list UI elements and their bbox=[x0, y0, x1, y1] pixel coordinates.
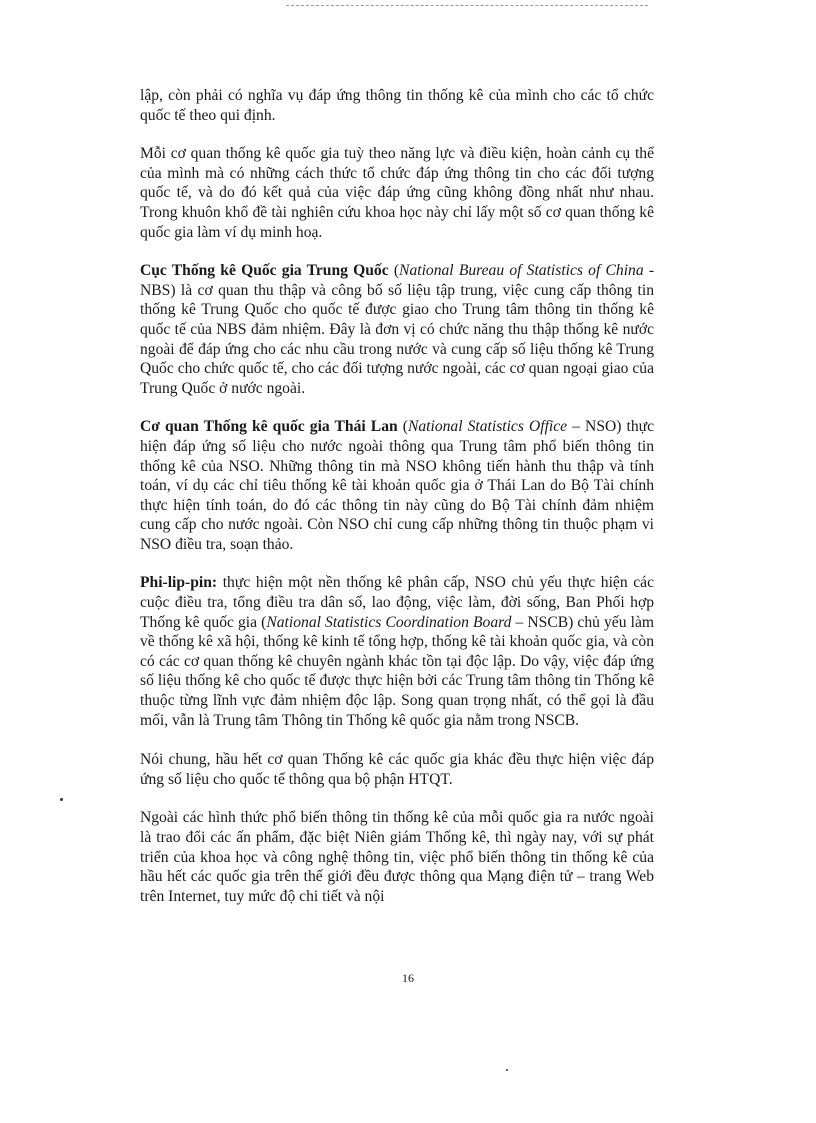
paragraph-philippines bbox=[140, 573, 654, 730]
english-name-nbs: National Bureau of Statistics of China bbox=[399, 262, 644, 280]
paragraph-thailand-nso: Cơ quan Thống kê quốc gia Thái Lan (National Statistics Office – NSO) thực hiện đáp ứng số liệu cho nước ngoài thông qua Trung tâm phổ biến thông tin thống kê của NSO. Những thông tin mà NSO không tiến hành thu thập và tính toán, ví dụ các chỉ tiêu thống kê tài khoản quốc gia ở Thái Lan do Bộ Tài chính thực hiện tính toán, do đó các thông tin này cũng do Bộ Tài chính đảm nhiệm cung cấp cho nước ngoài. Còn NSO chỉ cung cấp những thông tin thuộc phạm vi NSO điều tra, soạn thảo. bbox=[140, 418, 655, 553]
paragraph-philippines-text: NSCB) chủ yếu làm về thống kê xã hội, thống kê kinh tế tổng hợp, thống kê tài khoản quốc gia, và còn có các cơ quan thống kê chuyên ngành khác tồn tại độc lập. Do vậy, việc đáp ứng số liệu thống kê cho quốc tế được thực hiện bởi các Trung tâm thông tin Thống kê thuộc từng lĩnh vực đảm nhiệm độc lập. Song quan trọng nhất, có thể gọi là đầu mối, vẫn là Trung tâm Thông tin Thống kê quốc gia nằm trong NSCB. bbox=[140, 613, 654, 729]
paragraph-internet-dissemination: Ngoài các hình thức phổ biến thông tin thống kê của mỗi quốc gia ra nước ngoài là trao đổi các ấn phẩm, đặc biệt Niên giám Thống kê, thì ngày nay, với sự phát triển của khoa học và công nghệ thông tin, việc phổ biến thông tin thống kê của hầu hết các quốc gia trên thế giới đều được thông qua Mạng điện tử – trang Web trên Internet, tuy mức độ chi tiết và nội bbox=[140, 809, 654, 905]
document-body bbox=[140, 86, 654, 926]
scan-speck bbox=[60, 798, 63, 801]
paragraph-china-nbs-text: - NBS) là cơ quan thu thập và công bố số liệu tập trung, việc cung cấp thông tin thống kê Trung Quốc cho quốc tế được giao cho Trung tâm thông tin thống kê quốc tế của NBS đảm nhiệm. Đây là đơn vị có chức năng thu thập thống kê nước ngoài để đáp ứng cho các nhu cầu trong nước và cung cấp số liệu thống kê Trung Quốc cho chức quốc tế, cho các đối tượng nước ngoài, các cơ quan ngoại giao của Trung Quốc ở nước ngoài. bbox=[140, 262, 655, 397]
paragraph-national-agencies: Mỗi cơ quan thống kê quốc gia tuỳ theo năng lực và điều kiện, hoàn cảnh cụ thể của mình mà có những cách thức tổ chức đáp ứng thông tin cho các đối tượng quốc tế, và do đó kết quả của việc đáp ứng cũng không đồng nhất như nhau. Trong khuôn khổ đề tài nghiên cứu khoa học này chỉ lấy một số cơ quan thống kê quốc gia làm ví dụ minh hoạ. bbox=[140, 145, 654, 241]
paragraph-china-nbs: Cục Thống kê Quốc gia Trung Quốc (National Bureau of Statistics of China - NBS) là cơ quan thu thập và công bố số liệu tập trung, việc cung cấp thông tin thống kê Trung Quốc cho quốc tế được giao cho Trung tâm thông tin thống kê quốc tế của NBS đảm nhiệm. Đây là đơn vị có chức năng thu thập thống kê nước ngoài để đáp ứng cho các nhu cầu trong nước và cung cấp số liệu thống kê Trung Quốc cho chức quốc tế, cho các đối tượng nước ngoài, các cơ quan ngoại giao của Trung Quốc ở nước ngoài. bbox=[140, 262, 655, 397]
paragraph-philippines-pre: thực hiện một nền thống kê phân cấp, NSO chủ yếu thực hiện các cuộc điều tra, tổng điều tra dân số, lao động, việc làm, đời sống, Ban Phối hợp Thống kê quốc gia ( bbox=[140, 574, 654, 631]
heading-china-nbs: Cục Thống kê Quốc gia Trung Quốc bbox=[140, 262, 389, 280]
top-dashed-rule bbox=[286, 5, 648, 6]
paragraph-general: Nói chung, hầu hết cơ quan Thống kê các quốc gia khác đều thực hiện việc đáp ứng số liệu cho quốc tế thông qua bộ phận HTQT. bbox=[140, 751, 654, 788]
heading-philippines: Phi-lip-pin: bbox=[140, 574, 218, 592]
paragraph-thailand-nso-text: NSO) thực hiện đáp ứng số liệu cho nước ngoài thông qua Trung tâm phổ biến thông tin thống kê của NSO. Những thông tin mà NSO không tiến hành thu thập và tính toán, ví dụ các chỉ tiêu thống kê tài khoản quốc gia ở Thái Lan do Bộ Tài chính thực hiện tính toán, do đó các thông tin này cũng do Bộ Tài chính đảm nhiệm cung cấp cho nước ngoài. Còn NSO chỉ cung cấp những thông tin thuộc phạm vi NSO điều tra, soạn thảo. bbox=[140, 418, 655, 553]
paragraph-intro-continuation: lập, còn phải có nghĩa vụ đáp ứng thông tin thống kê của mình cho các tổ chức quốc tế theo qui định. bbox=[140, 87, 654, 124]
english-name-nso: National Statistics Office – bbox=[407, 418, 580, 436]
heading-thailand-nso: Cơ quan Thống kê quốc gia Thái Lan bbox=[140, 418, 398, 436]
english-name-nscb: National Statistics Coordination Board – bbox=[266, 613, 524, 631]
scan-speck bbox=[506, 1069, 508, 1071]
page-number: 16 bbox=[402, 971, 414, 985]
